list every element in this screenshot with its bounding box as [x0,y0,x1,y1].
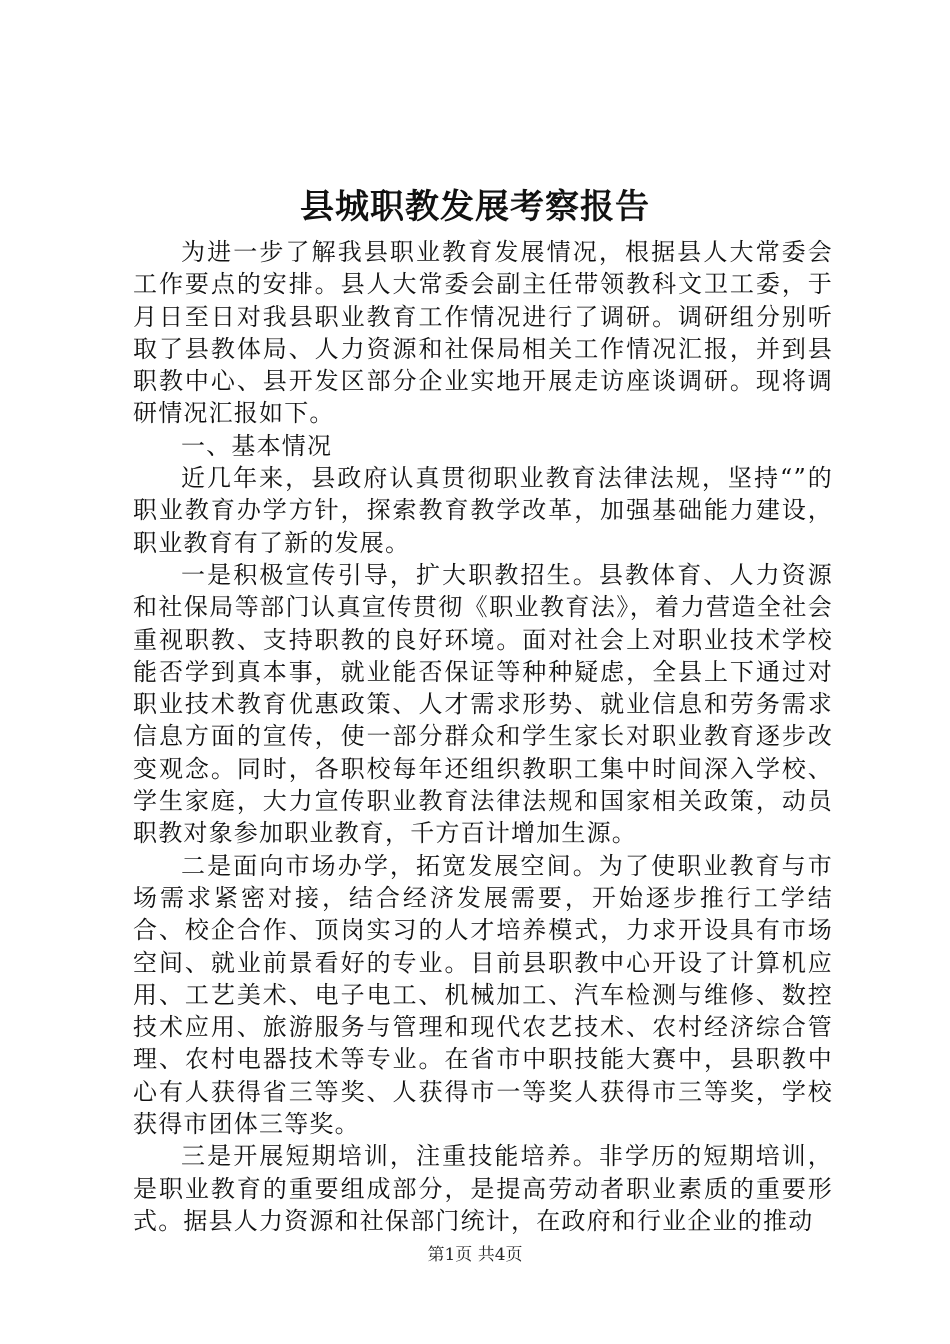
paragraph-point-one: 一是积极宣传引导，扩大职教招生。县教体育、人力资源和社保局等部门认真宣传贯彻《职业教育法》，着力营造全社会重视职教、支持职教的良好环境。面对社会上对职业技术学校能否学到真本事，就业能否保证等种种疑虑，全县上下通过对职业技术教育优惠政策、人才需求形势、就业信息和劳务需求信息方面的宣传，使一部分群众和学生家长对职业教育逐步改变观念。同时，各职校每年还组织教职工集中时间深入学校、学生家庭，大力宣传职业教育法律法规和国家相关政策，动员职教对象参加职业教育，千方百计增加生源。 [133,560,833,848]
page-footer: 第1页 共4页 [427,1245,523,1265]
paragraph-point-two: 二是面向市场办学，拓宽发展空间。为了使职业教育与市场需求紧密对接，结合经济发展需要，开始逐步推行工学结合、校企合作、顶岗实习的人才培养模式，力求开设具有市场空间、就业前景看好的专业。目前县职教中心开设了计算机应用、工艺美术、电子电工、机械加工、汽车检测与维修、数控技术应用、旅游服务与管理和现代农艺技术、农村经济综合管理、农村电器技术等专业。在省市中职技能大赛中，县职教中心有人获得省三等奖、人获得市一等奖人获得市三等奖，学校获得市团体三等奖。 [133,851,833,1139]
paragraph-intro: 为进一步了解我县职业教育发展情况，根据县人大常委会工作要点的安排。县人大常委会副主任带领教科文卫工委，于月日至日对我县职业教育工作情况进行了调研。调研组分别听取了县教体局、人力资源和社保局相关工作情况汇报，并到县职教中心、县开发区部分企业实地开展走访座谈调研。现将调研情况汇报如下。 [133,238,833,428]
document-title: 县城职教发展考察报告 [300,187,650,227]
paragraph-point-three: 三是开展短期培训，注重技能培养。非学历的短期培训，是职业教育的重要组成部分，是提高劳动者职业素质的重要形式。据县人力资源和社保部门统计，在政府和行业企业的推动 [133,1142,833,1235]
paragraph-overview: 近几年来，县政府认真贯彻职业教育法律法规，坚持“”的职业教育办学方针，探索教育教学改革，加强基础能力建设，职业教育有了新的发展。 [133,464,833,557]
document-body [133,236,833,1237]
section-heading-basic-situation: 一、基本情况 [181,431,333,460]
